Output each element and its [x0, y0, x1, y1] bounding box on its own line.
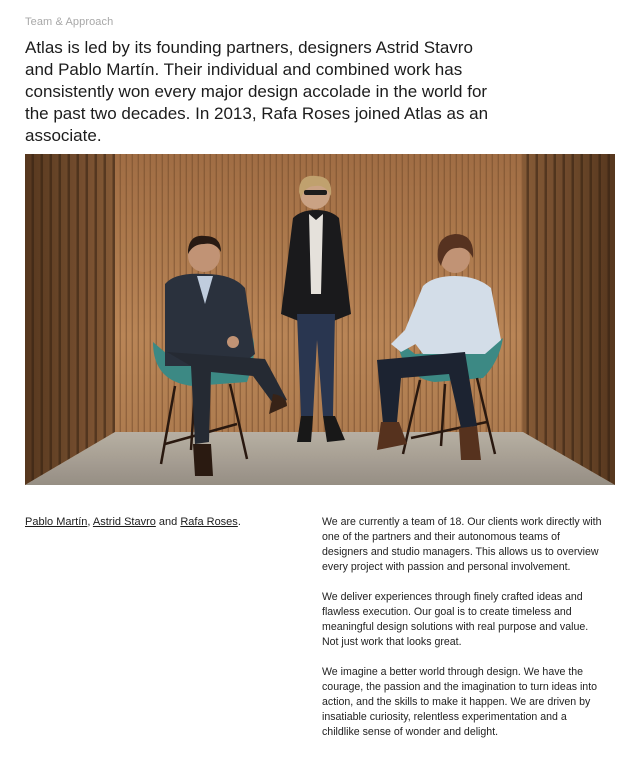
- caption-end: .: [237, 516, 241, 528]
- caption-separator: ,: [87, 516, 93, 528]
- paragraph-experiences: We deliver experiences through finely crafted ideas and flawless execution. Our goal is to create timeless and meaningful design solutions with real purpose and value. Not just work that looks great.: [322, 591, 589, 648]
- team-photo: [25, 154, 615, 485]
- paragraph-team: We are currently a team of 18. Our clients work directly with one of the partners and their autonomous teams of designers and studio managers. This allows us to overview every project with passion and personal involvement.: [322, 516, 602, 573]
- intro-text: Atlas is led by its founding partners, designers Astrid Stavro and Pablo Martín. Their individual and combined work has consistently won every major design accolade in the world for the past two decades. In 2013, Rafa Roses joined Atlas as an associate.: [25, 38, 489, 145]
- approach-text: [322, 515, 602, 755]
- section-label: Team & Approach: [25, 16, 114, 28]
- person-link-pablo[interactable]: Pablo Martín: [25, 516, 88, 528]
- paragraph-vision: We imagine a better world through design. We have the courage, the passion and the imagination to turn ideas into action, and the skills to make it happen. We are driven by insatiable curiosity, relentless experimentation and a childlike sense of wonder and delight.: [322, 666, 598, 738]
- team-photo-illustration: [25, 154, 615, 485]
- person-link-astrid[interactable]: Astrid Stavro: [92, 516, 156, 528]
- team-caption: [25, 515, 241, 529]
- caption-separator: and: [155, 516, 181, 528]
- person-link-rafa[interactable]: Rafa Roses: [180, 516, 238, 528]
